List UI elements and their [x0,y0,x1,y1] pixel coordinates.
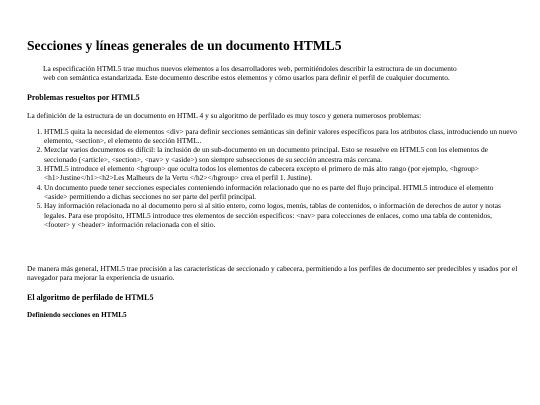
list-item: 5. Hay información relacionada no al documento pero si al sitio entero, como logos, menús, tablas de contenidos, o información de derechos de autor y notas legales. Para ese propósito, HTML5 introduce tres elementos de sección específicos: <nav> para colecciones de enlaces, como una tabla de contenidos, <footer> y <header> información relacionada con el sitio. [44,201,518,229]
problems-intro-paragraph: La definición de la estructura de un documento en HTML 4 y su algoritmo de perfilado es muy tosco y genera numerosos problemas: [27,110,422,120]
page-title: Secciones y líneas generales de un documento HTML5 [27,38,342,53]
section-heading-problems: Problemas resueltos por HTML5 [27,92,140,102]
list-item: 3. HTML5 introduce el elemento <hgroup> que oculta todos los elementos de cabecera excepto el primero de más alto rango (por ejemplo, <hgroup><h1>Justine</h1><h2>Les Malheurs de la Vertu </h2></hgroup> crea el perfil 1. Justine). [44,164,518,183]
closing-paragraph: De manera más general, HTML5 trae precisión a las características de seccionado y cabecera, permitiendo a los perfiles de documento ser predecibles y usados por el navegador para mejorar la experiencia de usuario. [27,264,518,283]
section-heading-algorithm: El algoritmo de perfilado de HTML5 [27,292,154,302]
list-item: 1. HTML5 quita la necesidad de elementos <div> para definir secciones semánticas sin definir valores específicos para los atributos class, introduciendo un nuevo elemento, <section>, el elemento de sección HTML.. [44,127,518,146]
subsection-heading-defining-sections: Definiendo secciones en HTML5 [27,310,127,319]
problems-list [27,127,518,229]
list-item: 2. Mezclar varios documentos es difícil: la inclusión de un sub-documento en un documento principal. Esto se resuelve en HTML5 con los elementos de seccionado (<article>, <section>, <nav> y <aside>) son siempre subsecciones de su sección ancestra más cercana. [44,145,518,164]
abstract-paragraph: La especificación HTML5 trae muchos nuevos elementos a los desarrolladores web, permitiéndoles describir la estructura de un documento web con semántica estandarizada. Este documento describe estos elementos y cómo usarlos para definir el perfil de cualquier documento. [43,64,457,83]
list-item: 4. Un documento puede tener secciones especiales conteniendo información relacionado que no es parte del flujo principal. HTML5 introduce el elemento <aside> permitiendo a dichas secciones no ser parte del perfil principal. [44,183,518,202]
